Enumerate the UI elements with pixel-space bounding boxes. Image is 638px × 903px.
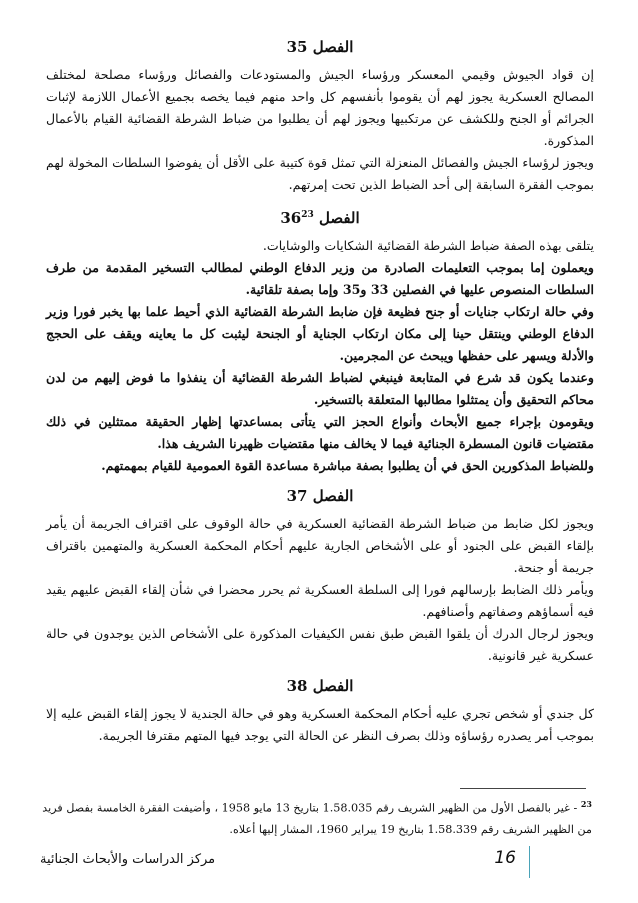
page-number: 16	[494, 848, 516, 868]
footnote	[40, 794, 592, 840]
paragraph: ويقومون بإجراء جميع الأبحاث وأنواع الحجز التي يتأتى بمساعدتها إظهار الحقيقة ممتثلين في ذلك مقتضيات قانون المسطرة الجنائية فيما لا يخالف منها مقتضيات ظهيرنا الشريف هذا.	[46, 414, 594, 451]
footnote-reference: 23	[301, 210, 314, 220]
page-footer	[0, 846, 638, 876]
footnote-text: - غير بالفصل الأول من الظهير الشريف رقم 1.58.035 بتاريخ 13 مايو 1958 ، وأضيفت الفقرة الخامسة بفصل فريد من الظهير الشريف رقم 1.58.339 بتاريخ 19 يبراير 1960، المشار إليها أعلاه.	[42, 801, 592, 836]
paragraph: ويجوز لرجال الدرك أن يلقوا القبض طبق نفس الكيفيات المذكورة على الأشخاص الذين يوجدون في حالة عسكرية غير قانونية.	[46, 626, 594, 663]
chapter-section	[46, 206, 594, 477]
paragraph: وعندما يكون قد شرع في المتابعة فينبغي لضباط الشرطة القضائية أن ينفذوا ما فوض إليهم من لدن محاكم التحقيق وأن يمتثلوا مطالبها المتعلقة بالتسخير.	[46, 370, 594, 407]
paragraph: إن قواد الجيوش وقيمي المعسكر ورؤساء الجيش والمستودعات والفصائل ورؤساء مصلحة لمختلف المصالح العسكرية يجوز لهم أن يقوموا بأنفسهم كل واحد منهم فيما يخصه بجميع الأعمال اللازمة لإثبات الجرائم أو الجنح وللكشف عن مرتكبيها ويجوز لهم أن يطلبوا من ضباط الشرطة القضائية القيام بالأعمال المذكورة.	[46, 67, 594, 148]
paragraph: ويأمر ذلك الضابط بإرسالهم فورا إلى السلطة العسكرية ثم يحرر محضرا في شأن إلقاء القبض عليهم يقيد فيه أسماؤهم وصفاتهم وأصنافهم.	[46, 582, 594, 619]
chapter-section	[46, 677, 594, 747]
paragraph: كل جندي أو شخص تجري عليه أحكام المحكمة العسكرية وهو في حالة الجندية لا يجوز إلقاء القبض عليه إلا بموجب أمر يصدره رؤساؤه وذلك بصرف النظر عن الحالة التي يوجد فيها المتهم مقترفا الجريمة.	[46, 706, 594, 743]
chapter-heading	[46, 677, 594, 695]
chapter-heading-text: الفصل 36	[280, 209, 360, 227]
center-name: مركز الدراسات والأبحاث الجنائية	[40, 852, 216, 867]
chapter-section	[46, 487, 594, 667]
chapter-heading-text: الفصل 35	[286, 38, 354, 56]
paragraph: يتلقى بهذه الصفة ضباط الشرطة القضائية الشكايات والوشايات.	[262, 238, 594, 253]
chapter-heading-text: الفصل 37	[286, 487, 354, 505]
footer-divider	[529, 846, 530, 878]
chapter-heading	[46, 38, 594, 56]
paragraph: ويعملون إما بموجب التعليمات الصادرة من وزير الدفاع الوطني لمطالب التسخير المقدمة من طرف السلطات المنصوص عليها في الفصلين 33 و35 وإما بصفة تلقائية.	[46, 260, 594, 297]
page-body	[46, 38, 594, 757]
paragraph: وفي حالة ارتكاب جنايات أو جنح فظيعة فإن ضابط الشرطة القضائية الذي أحيط علما بها يخبر فورا وزير الدفاع الوطني وينتقل حينا إلى مكان ارتكاب الجناية أو الجنحة ليثبت كل ما يعاينه ويقف على الحجج والأدلة ويسهر على حفظها ويبحث عن المجرمين.	[46, 304, 594, 363]
footnote-number: 23	[580, 799, 592, 809]
paragraph: ويجوز لكل ضابط من ضباط الشرطة القضائية العسكرية في حالة الوقوف على اقتراف الجريمة أن يأمر بإلقاء القبض على الجنود أو على الأشخاص الجارية عليهم أحكام المحكمة العسكرية والمتهمين باقتراف جريمة أو جنحة.	[46, 516, 594, 575]
chapter-heading	[46, 487, 594, 505]
chapter-heading	[46, 206, 594, 227]
footnote-separator	[460, 788, 586, 789]
chapter-heading-text: الفصل 38	[286, 677, 354, 695]
chapter-section	[46, 38, 594, 196]
paragraph: ويجوز لرؤساء الجيش والفصائل المنعزلة التي تمثل قوة كتيبة على الأقل أن يفوضوا السلطات المخولة لهم بموجب الفقرة السابقة إلى أحد الضباط الذين تحت إمرتهم.	[46, 155, 594, 192]
paragraph: وللضباط المذكورين الحق في أن يطلبوا بصفة مباشرة مساعدة القوة العمومية للقيام بمهمتهم.	[101, 458, 594, 473]
